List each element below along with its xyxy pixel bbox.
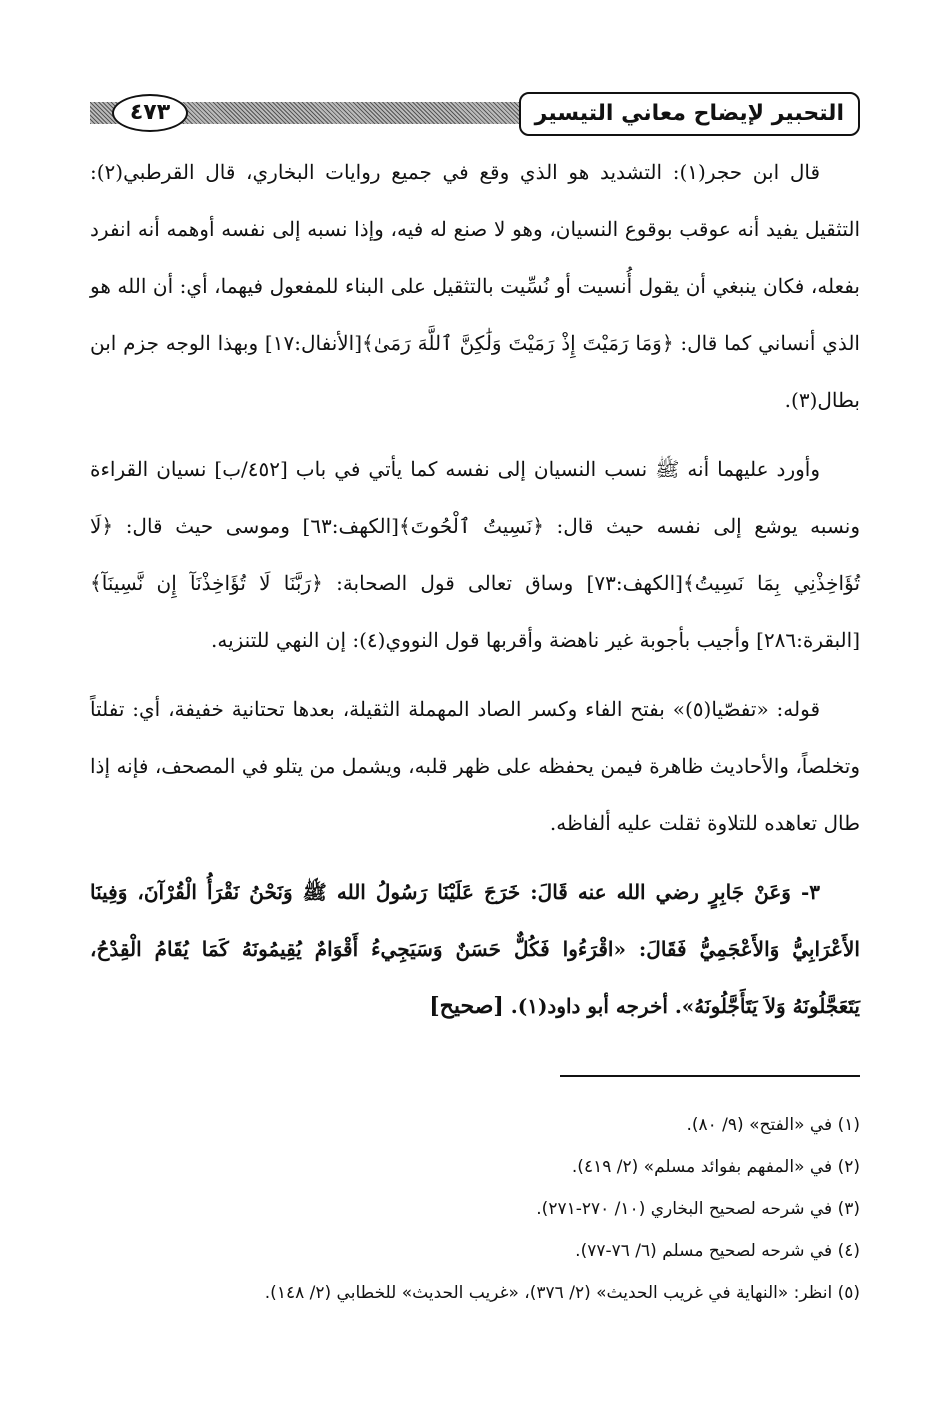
paragraph-objection: وأورد عليهما أنه ﷺ نسب النسيان إلى نفسه كما يأتي في باب [٤٥٢/ب] نسيان القراءة ونسبه يوشع إلى نفسه حيث قال: ﴿نَسِيتُ ٱلْحُوتَ﴾[الكهف:٦٣] وموسى حيث قال: ﴿لَا تُؤَاخِذْنِي بِمَا نَسِيتُ﴾[الكهف:٧٣] وساق تعالى قول الصحابة: ﴿رَبَّنَا لَا تُؤَاخِذْنَآ إِن نَّسِينَآ﴾[البقرة:٢٨٦] وأجيب بأجوبة غير ناهضة وأقربها قول النووي(٤): إن النهي للتنزيه. [90, 457, 861, 652]
book-title: التحبير لإيضاح معاني التيسير [519, 92, 860, 136]
hadith-grade: [صحيح] [429, 993, 504, 1019]
footnote-item: (١) في «الفتح» (٩/ ٨٠). [686, 1115, 860, 1135]
footnotes [90, 1104, 860, 1314]
footnote-item: (٥) انظر: «النهاية في غريب الحديث» (٢/ ٣٧٦)، «غريب الحديث» للخطابي (٢/ ١٤٨). [264, 1283, 860, 1303]
page-header [90, 92, 860, 140]
footnote-item: (٢) في «المفهم بفوائد مسلم» (٢/ ٤١٩). [571, 1157, 860, 1177]
main-text [90, 144, 860, 1047]
footnote-item: (٤) في شرحه لصحيح مسلم (٦/ ٧٦-٧٧). [575, 1241, 860, 1261]
paragraph-ibn-hajar: قال ابن حجر(١): التشديد هو الذي وقع في جميع روايات البخاري، قال القرطبي(٢): التثقيل يفيد أنه عوقب بوقوع النسيان، وهو لا صنع له فيه، وإذا نسبه إلى نفسه أوهمه أنه انفرد بفعله، فكان ينبغي أن يقول أُنسيت أو نُسِّيت بالتثقيل على البناء للمفعول فيهما، أي: أن الله هو الذي أنساني كما قال: ﴿وَمَا رَمَيْتَ إِذْ رَمَيْتَ وَلَٰكِنَّ ٱللَّهَ رَمَىٰ﴾[الأنفال:١٧] وبهذا الوجه جزم ابن بطال(٣). [90, 160, 860, 412]
hadith-jabir [90, 864, 860, 1035]
hadith-text: ٣- وَعَنْ جَابِرٍ رضي الله عنه قَالَ: خَرَجَ عَلَيْنَا رَسُولُ الله ﷺ وَنَحْنُ نَقْرَأُ الْقُرْآنَ، وَفِينَا الأَعْرَابِيُّ وَالأَعْجَمِيُّ فَقَالَ: «اقْرَءُوا فَكُلٌّ حَسَنٌ وَسَيَجِيءُ أَقْوَامٌ يُقِيمُونَهُ كَمَا يُقَامُ الْقِدْحُ، يَتَعَجَّلُونَهُ وَلاَ يَتَأَجَّلُونَهُ». أخرجه أبو داود(١). [90, 880, 860, 1018]
footnote-separator [560, 1075, 860, 1077]
page-number: ٤٧٣ [112, 94, 188, 132]
footnote-item: (٣) في شرحه لصحيح البخاري (١٠/ ٢٧٠-٢٧١). [536, 1199, 860, 1219]
paragraph-tafassiyan: قوله: «تفصّيا(٥)» بفتح الفاء وكسر الصاد المهملة الثقيلة، بعدها تحتانية خفيفة، أي: تفلتاً وتخلصاً، والأحاديث ظاهرة فيمن يحفظه على ظهر قلبه، ويشمل من يتلو في المصحف، فإنه إذا طال تعاهده للتلاوة ثقلت عليه ألفاظه. [90, 697, 860, 835]
